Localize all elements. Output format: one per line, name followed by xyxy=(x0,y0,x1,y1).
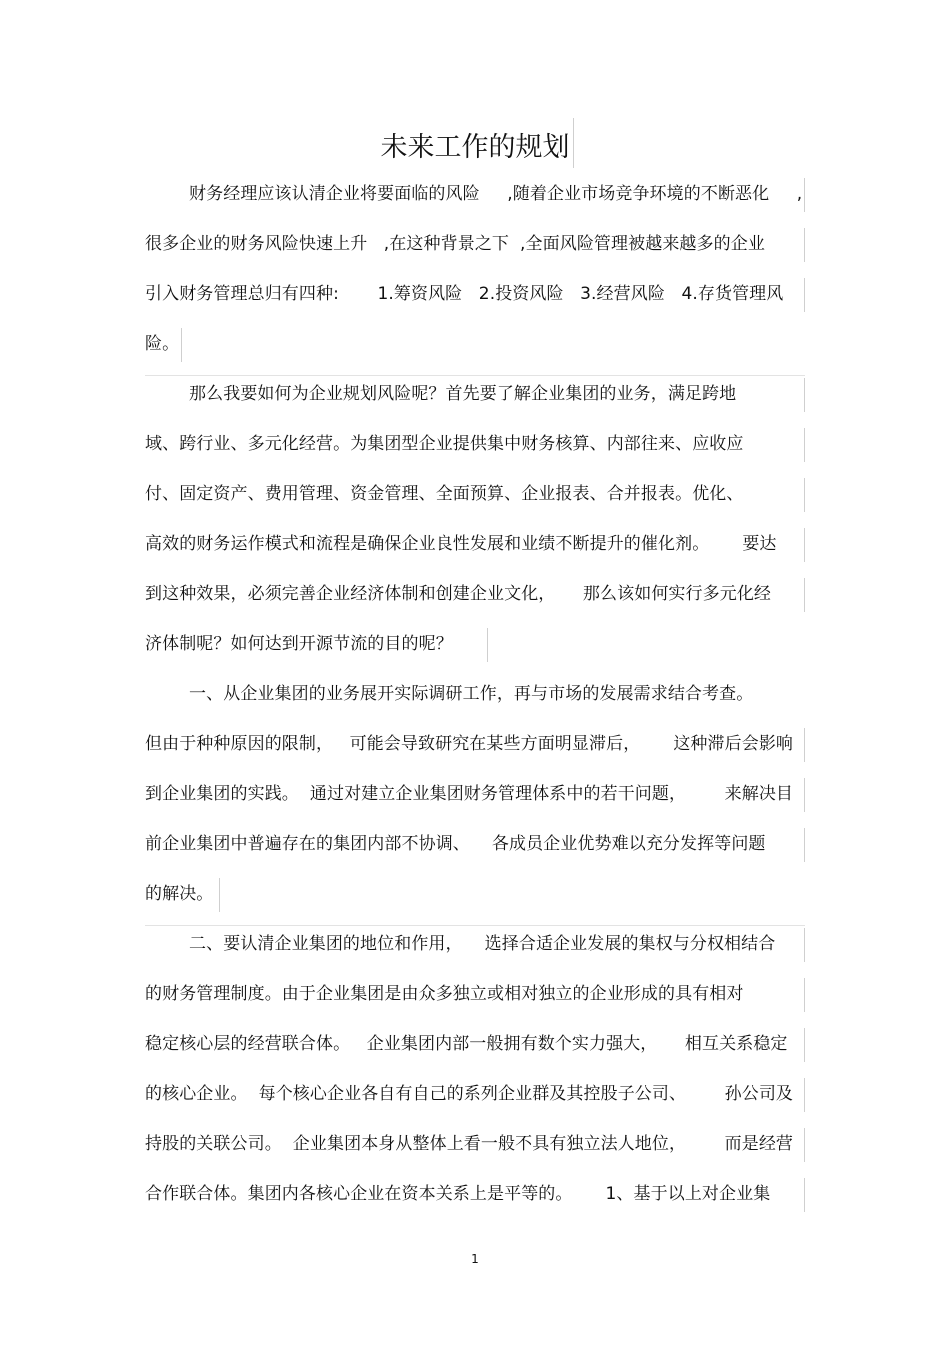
body-line: 付、固定资产、费用管理、资金管理、全面预算、企业报表、合并报表。优化、 xyxy=(145,484,744,504)
line-divider xyxy=(804,978,805,1012)
body-line: 持股的关联公司。 企业集团本身从整体上看一般不具有独立法人地位， 而是经营 xyxy=(145,1134,794,1154)
body-line: 一、从企业集团的业务展开实际调研工作，再与市场的发展需求结合考查。 xyxy=(145,684,754,704)
line-divider xyxy=(804,1128,805,1162)
body-line: 前企业集团中普遍存在的集团内部不协调、 各成员企业优势难以充分发挥等问题 xyxy=(145,834,766,854)
body-line: 险。 xyxy=(145,334,180,354)
line-divider xyxy=(804,428,805,462)
line-divider xyxy=(181,328,182,362)
body-line: 到企业集团的实践。 通过对建立企业集团财务管理体系中的若干问题， 来解决目 xyxy=(145,784,794,804)
line-divider xyxy=(804,1178,805,1212)
body-line: 很多企业的财务风险快速上升 ,在这种背景之下 ,全面风险管理被越来越多的企业 xyxy=(145,234,765,254)
body-line: 域、跨行业、多元化经营。为集团型企业提供集中财务核算、内部往来、应收应 xyxy=(145,434,744,454)
body-line: 济体制呢？如何达到开源节流的目的呢？ xyxy=(145,634,453,654)
line-divider xyxy=(804,178,805,212)
line-divider xyxy=(145,375,805,376)
body-line: 但由于种种原因的限制， 可能会导致研究在某些方面明显滞后， 这种滞后会影响 xyxy=(145,734,794,754)
body-line: 引入财务管理总归有四种: 1.筹资风险 2.投资风险 3.经营风险 4.存货管理风 xyxy=(145,284,784,304)
line-divider xyxy=(804,528,805,562)
line-divider xyxy=(145,925,805,926)
line-divider xyxy=(804,728,805,762)
line-divider xyxy=(804,1078,805,1112)
line-divider xyxy=(804,578,805,612)
document-title: 未来工作的规划 xyxy=(380,132,570,163)
line-divider xyxy=(804,1028,805,1062)
line-divider xyxy=(804,778,805,812)
body-line: 财务经理应该认清企业将要面临的风险 ,随着企业市场竞争环境的不断恶化 , xyxy=(145,184,803,204)
line-divider xyxy=(804,228,805,262)
body-line: 的核心企业。 每个核心企业各自有自己的系列企业群及其控股子公司、 孙公司及 xyxy=(145,1084,794,1104)
body-line: 二、要认清企业集团的地位和作用， 选择合适企业发展的集权与分权相结合 xyxy=(145,934,776,954)
body-line: 稳定核心层的经营联合体。 企业集团内部一般拥有数个实力强大， 相互关系稳定 xyxy=(145,1034,788,1054)
body-line: 到这种效果，必须完善企业经济体制和创建企业文化， 那么该如何实行多元化经 xyxy=(145,584,772,604)
line-divider xyxy=(804,278,805,312)
body-line: 合作联合体。集团内各核心企业在资本关系上是平等的。 1、基于以上对企业集 xyxy=(145,1184,771,1204)
body-line: 那么我要如何为企业规划风险呢？首先要了解企业集团的业务，满足跨地 xyxy=(145,384,737,404)
line-divider xyxy=(804,378,805,412)
page-number: 1 xyxy=(471,1252,479,1266)
body-line: 的财务管理制度。由于企业集团是由众多独立或相对独立的企业形成的具有相对 xyxy=(145,984,744,1004)
body-line: 高效的财务运作模式和流程是确保企业良性发展和业绩不断提升的催化剂。 要达 xyxy=(145,534,777,554)
title-divider xyxy=(573,118,574,168)
line-divider xyxy=(804,928,805,962)
line-divider xyxy=(487,628,488,662)
line-divider xyxy=(219,878,220,912)
line-divider xyxy=(804,478,805,512)
body-line: 的解决。 xyxy=(145,884,214,904)
line-divider xyxy=(804,828,805,862)
